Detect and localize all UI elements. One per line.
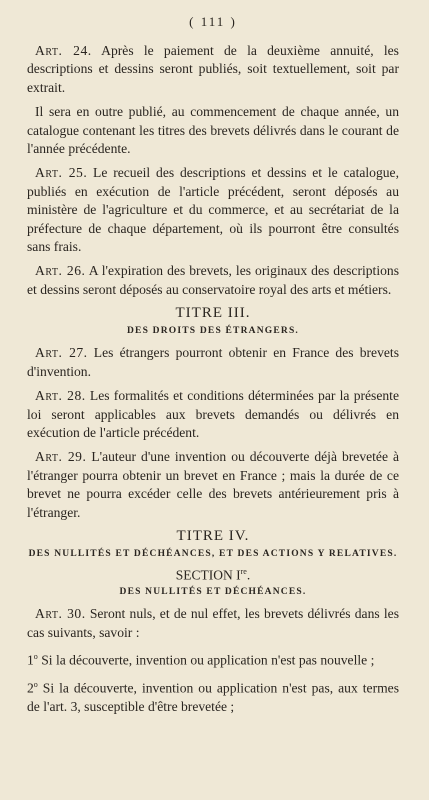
article-26 [27,262,399,299]
section-heading [27,567,399,584]
item-superscript: o [33,652,38,662]
article-30 [27,605,399,642]
paragraph-catalogue: Il sera en outre publié, au commencement de chaque année, un catalogue contenant les titres des brevets délivrés dans le courant de l'année précédente. [27,104,399,157]
article-label: Art. 30. [35,606,86,622]
article-text: Les formalités et conditions déterminées par la présente loi seront applicables aux brevets demandés ou délivrés en exécution de l'article précédent. [27,388,399,440]
article-29 [27,448,399,522]
article-text: Après le paiement de la deuxième annuité, les descriptions et dessins seront publiés, soit textuellement, soit par extrait. [27,43,399,95]
titre-4-subheading: DES NULLITÉS ET DÉCHÉANCES, ET DES ACTIONS Y RELATIVES. [28,548,398,559]
list-item-1 [27,648,399,670]
article-label: Art. 29. [35,449,87,465]
article-text: Seront nuls, et de nul effet, les brevets délivrés dans les cas suivants, savoir : [27,606,399,640]
page-number: ( 111 ) [189,14,237,29]
section-superscript: re [240,566,247,576]
titre-4-heading: TITRE IV. [176,527,250,544]
titre-3-subheading: DES DROITS DES ÉTRANGERS. [126,326,299,337]
section-suffix: . [246,567,251,583]
item-number: 2 [27,680,34,696]
article-text: A l'expiration des brevets, les originaux des descriptions et dessins seront déposés au conservatoire royal des arts et métiers. [27,263,399,297]
article-label: Art. 25. [35,165,88,181]
item-text: Si la découverte, invention ou application n'est pas nouvelle ; [41,652,375,668]
section-label: SECTION I [175,567,241,583]
item-text: Si la découverte, invention ou application n'est pas, aux termes de l'art. 3, susceptible d'être brevetée ; [27,680,399,715]
article-27 [27,344,399,381]
item-number: 1 [27,652,34,668]
section-subheading: DES NULLITÉS ET DÉCHÉANCES. [119,587,307,598]
article-label: Art. 27. [35,345,88,361]
article-text: Les étrangers pourront obtenir en France des brevets d'invention. [27,345,399,379]
article-label: Art. 26. [35,263,86,279]
list-item-2 [27,676,399,716]
article-25 [27,164,399,256]
article-text: Le recueil des descriptions et dessins et le catalogue, publiés en exécution de l'article précédent, seront déposés au ministère de l'agriculture et du commerce, et au secrétariat de la préfecture de chaque département, où ils pourront être consultés sans frais. [27,165,399,255]
article-28 [27,387,399,442]
article-text: L'auteur d'une invention ou découverte déjà brevetée à l'étranger pourra obtenir un brevet en France ; mais la durée de ce brevet ne pourra excéder celle des brevets antérieurement pris à l'étranger. [27,449,399,520]
item-superscript: o [33,680,38,690]
article-24 [27,42,399,97]
article-label: Art. 24. [35,43,92,58]
article-label: Art. 28. [35,388,86,404]
titre-3-heading: TITRE III. [175,305,251,322]
